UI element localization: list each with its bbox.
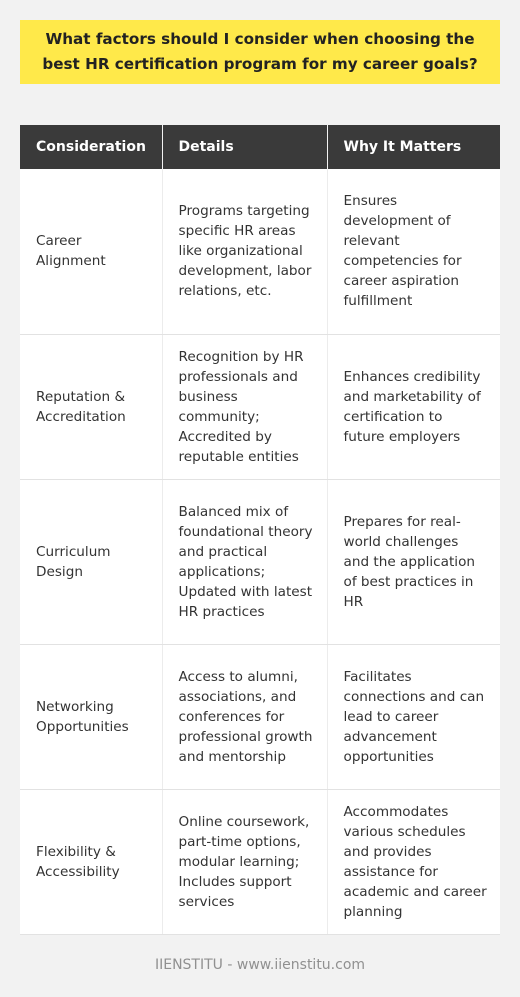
question-banner — [20, 20, 500, 84]
header-why-it-matters: Why It Matters — [327, 125, 500, 169]
table-row — [20, 789, 500, 934]
cell-consideration: Career Alignment — [20, 169, 162, 334]
cell-why-it-matters: Enhances credibility and marketability of certification to future employers — [327, 334, 500, 479]
table-row — [20, 169, 500, 334]
cell-consideration: Flexibility & Accessibility — [20, 789, 162, 934]
table-row — [20, 334, 500, 479]
cell-details: Programs targeting specific HR areas like organizational development, labor relations, etc. — [162, 169, 327, 334]
cell-why-it-matters: Facilitates connections and can lead to career advancement opportunities — [327, 644, 500, 789]
cell-details: Recognition by HR professionals and business community; Accredited by reputable entities — [162, 334, 327, 479]
cell-why-it-matters: Prepares for real-world challenges and the application of best practices in HR — [327, 479, 500, 644]
cell-details: Access to alumni, associations, and conferences for professional growth and mentorship — [162, 644, 327, 789]
table-row — [20, 479, 500, 644]
cell-why-it-matters: Ensures development of relevant competencies for career aspiration fulfillment — [327, 169, 500, 334]
table-header-row — [20, 125, 500, 169]
cell-consideration: Reputation & Accreditation — [20, 334, 162, 479]
header-consideration: Consideration — [20, 125, 162, 169]
cell-details: Balanced mix of foundational theory and practical applications; Updated with latest HR practices — [162, 479, 327, 644]
table-row — [20, 644, 500, 789]
factors-table — [20, 125, 500, 935]
question-text: What factors should I consider when choosing the best HR certification program for my career goals? — [42, 30, 478, 73]
cell-details: Online coursework, part-time options, modular learning; Includes support services — [162, 789, 327, 934]
footer-credit: IIENSTITU - www.iienstitu.com — [154, 957, 366, 973]
cell-consideration: Curriculum Design — [20, 479, 162, 644]
header-details: Details — [162, 125, 327, 169]
cell-consideration: Networking Opportunities — [20, 644, 162, 789]
cell-why-it-matters: Accommodates various schedules and provides assistance for academic and career planning — [327, 789, 500, 934]
